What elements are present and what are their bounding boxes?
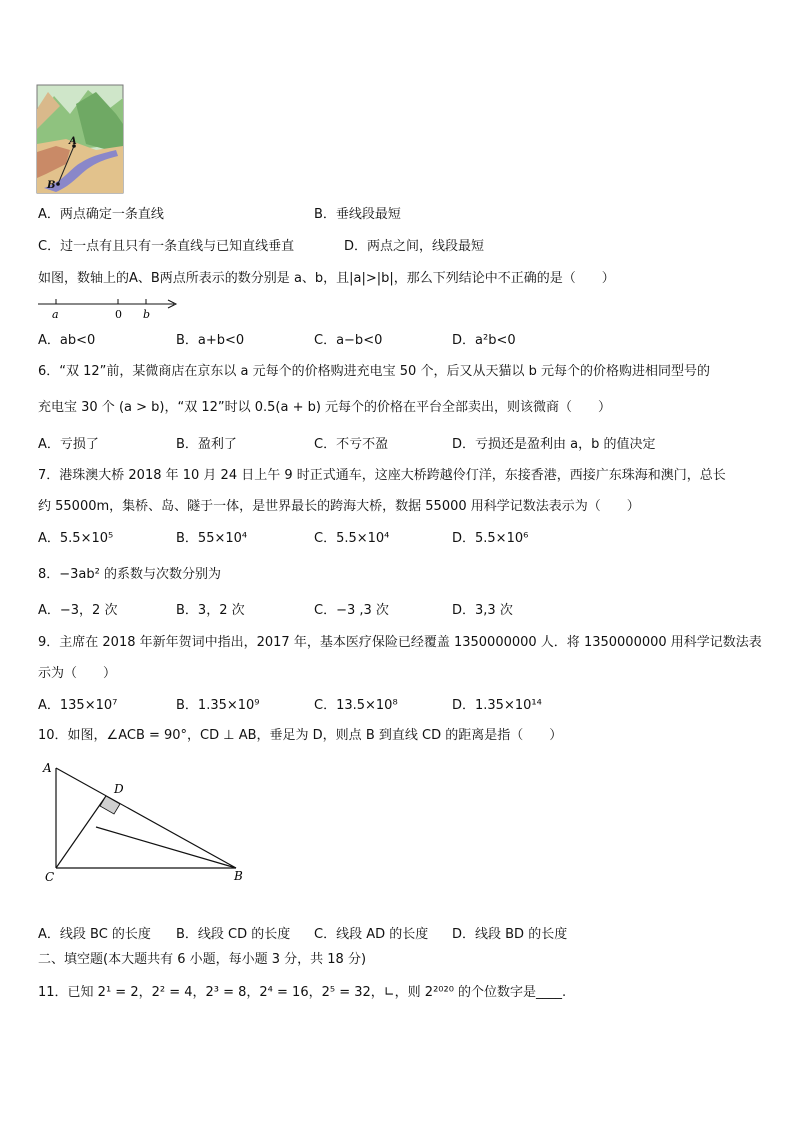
q9-option-a: A．135×10⁷ [38, 698, 118, 713]
point-a-label: A [69, 136, 77, 147]
q4-option-a: A．两点确定一条直线 [38, 207, 164, 222]
q9-option-d: D．1.35×10¹⁴ [452, 698, 542, 713]
q8-option-a: A．−3，2 次 [38, 603, 118, 618]
q7-stem-line2: 约 55000m，集桥、岛、隧于一体，是世界最长的跨海大桥，数据 55000 用科学记数法表示为（ ） [38, 499, 640, 514]
point-b-label: B [47, 180, 56, 191]
q9-stem-line1: 9．主席在 2018 年新年贺词中指出，2017 年，基本医疗保险已经覆盖 1350000000 人．将 1350000000 用科学记数法表 [38, 635, 762, 650]
q9-stem-line2: 示为（ ） [38, 666, 117, 681]
triangle-label-b: B [234, 869, 243, 882]
point-b-dot [56, 182, 60, 186]
q5-option-d: D．a²b<0 [452, 333, 516, 348]
q5-option-b: B．a+b<0 [176, 333, 245, 348]
landscape-figure [36, 84, 124, 194]
q4-option-b: B．垂线段最短 [314, 207, 401, 222]
axis-label-b: b [143, 308, 151, 321]
triangle-label-c: C [45, 870, 55, 882]
axis-label-zero: 0 [115, 308, 122, 321]
q7-stem-line1: 7．港珠澳大桥 2018 年 10 月 24 日上午 9 时正式通车，这座大桥跨越伶仃洋，东接香港，西接广东珠海和澳门，总长 [38, 468, 726, 483]
q6-option-c: C．不亏不盈 [314, 437, 389, 452]
q4-option-c: C．过一点有且只有一条直线与已知直线垂直 [38, 239, 295, 254]
q10-option-c: C．线段 AD 的长度 [314, 927, 429, 942]
q8-option-c: C．−3 ,3 次 [314, 603, 389, 618]
q7-option-d: D．5.5×10⁶ [452, 531, 529, 546]
q4-option-d: D．两点之间，线段最短 [344, 239, 485, 254]
triangle-figure [36, 758, 256, 882]
number-line-figure [36, 296, 186, 324]
q10-option-a: A．线段 BC 的长度 [38, 927, 151, 942]
q8-option-b: B．3，2 次 [176, 603, 245, 618]
triangle-label-a: A [43, 761, 52, 775]
q5-option-a: A．ab<0 [38, 333, 96, 348]
q6-option-b: B．盈利了 [176, 437, 237, 452]
q7-option-b: B．55×10⁴ [176, 531, 248, 546]
q8-option-d: D．3,3 次 [452, 603, 513, 618]
q7-option-a: A．5.5×10⁵ [38, 531, 114, 546]
triangle-label-d: D [114, 782, 124, 796]
q6-stem-line1: 6．“双 12”前，某微商店在京东以 a 元每个的价格购进充电宝 50 个，后又从天猫以 b 元每个的价格购进相同型号的 [38, 364, 710, 379]
q5-option-c: C．a−b<0 [314, 333, 383, 348]
q6-stem-line2: 充电宝 30 个 (a > b)，“双 12”时以 0.5(a + b) 元每个的价格在平台全部卖出，则该微商（ ） [38, 400, 612, 415]
q6-option-d: D．亏损还是盈利由 a，b 的值决定 [452, 437, 656, 452]
q10-option-d: D．线段 BD 的长度 [452, 927, 568, 942]
q5-stem: 如图，数轴上的A、B两点所表示的数分别是 a、b，且|a|>|b|，那么下列结论中不正确的是（ ） [38, 271, 615, 286]
q8-stem: 8．−3ab² 的系数与次数分别为 [38, 567, 221, 582]
q11-stem: 11．已知 2¹ = 2，2² = 4，2³ = 8，2⁴ = 16，2⁵ = 32，∟，则 2²⁰²⁰ 的个位数字是____. [38, 985, 567, 1000]
axis-label-a: a [52, 308, 59, 321]
section-heading-fill-in: 二、填空题(本大题共有 6 小题，每小题 3 分，共 18 分) [38, 952, 367, 967]
q10-option-b: B．线段 CD 的长度 [176, 927, 291, 942]
q7-option-c: C．5.5×10⁴ [314, 531, 390, 546]
q9-option-b: B．1.35×10⁹ [176, 698, 260, 713]
q6-option-a: A．亏损了 [38, 437, 99, 452]
q10-stem: 10．如图，∠ACB = 90°，CD ⊥ AB，垂足为 D，则点 B 到直线 CD 的距离是指（ ） [38, 728, 563, 743]
q9-option-c: C．13.5×10⁸ [314, 698, 398, 713]
